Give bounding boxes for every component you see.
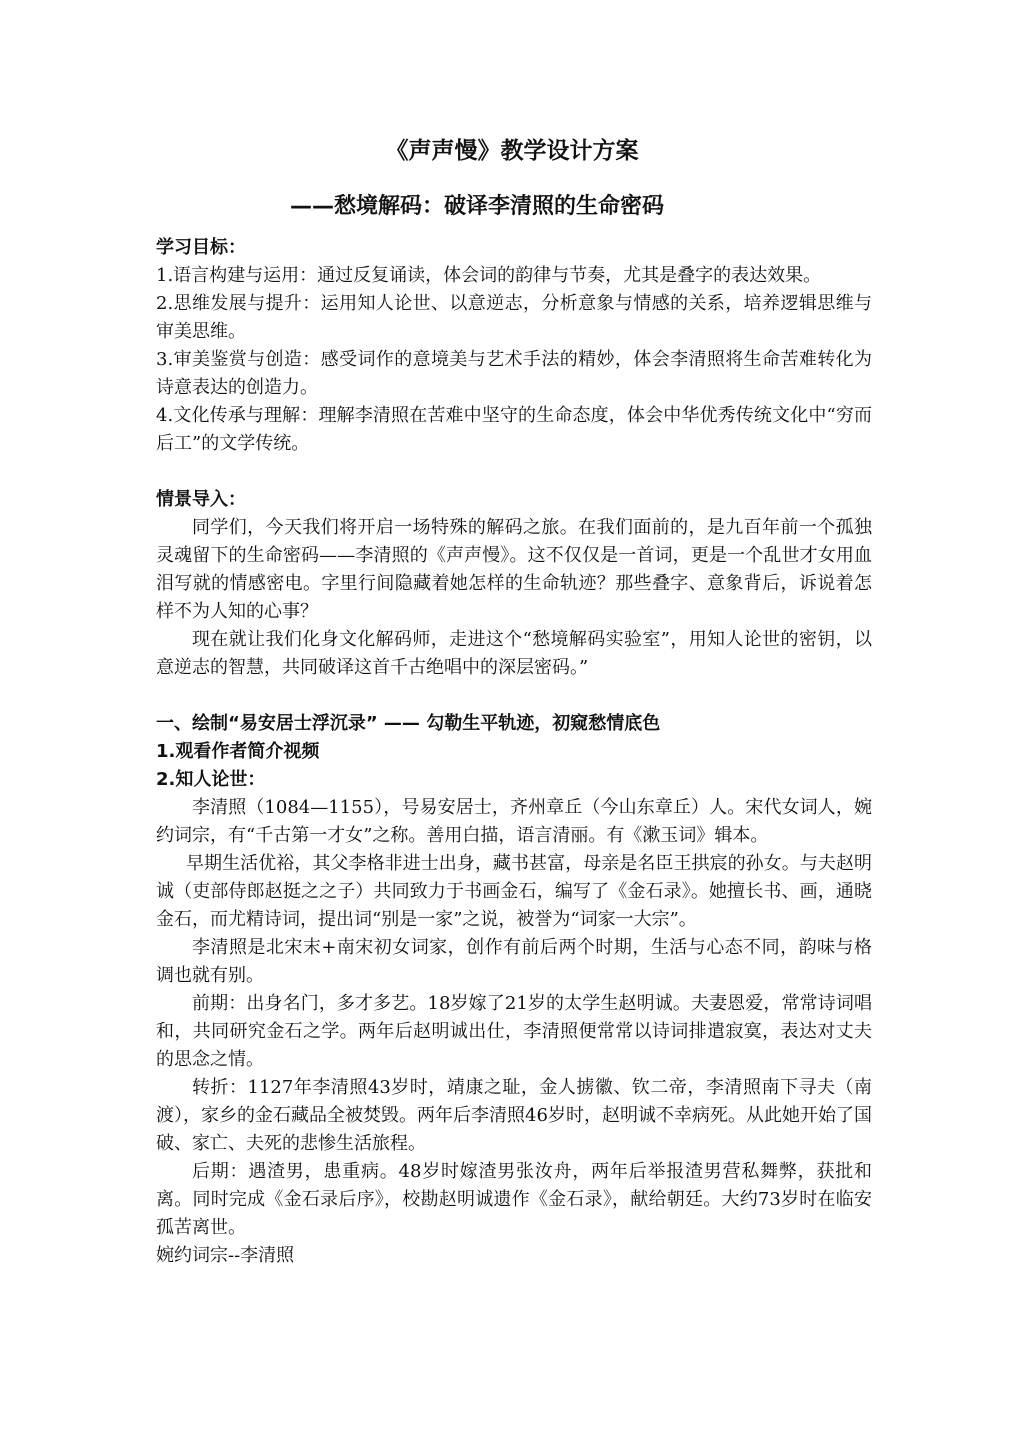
objective-item: 4.文化传承与理解：理解李清照在苦难中坚守的生命态度，体会中华优秀传统文化中“穷而后工”的文学传统。 — [156, 405, 872, 454]
closing-line: 婉约词宗--李清照 — [156, 1245, 295, 1266]
section1-heading: 一、绘制“易安居士浮沉录” —— 勾勒生平轨迹，初窥愁情底色 — [156, 713, 661, 734]
biography-paragraph: 转折：1127年李清照43岁时，靖康之耻，金人掳徽、钦二帝，李清照南下寻夫（南渡），家乡的金石藏品全被焚毁。两年后李清照46岁时，赵明诚不幸病死。从此她开始了国破、家亡、夫死的悲惨生活旅程。 — [156, 1077, 872, 1154]
biography-paragraph: 后期：遇渣男，患重病。48岁时嫁渣男张汝舟，两年后举报渣男营私舞弊，获批和离。同时完成《金石录后序》，校勘赵明诚遗作《金石录》，献给朝廷。大约73岁时在临安孤苦离世。 — [156, 1161, 872, 1238]
section1-sub2: 2.知人论世： — [156, 769, 266, 790]
document-body — [156, 234, 872, 1270]
page-subtitle: ——愁境解码：破译李清照的生命密码 — [290, 194, 665, 219]
biography-paragraph: 李清照（1084—1155），号易安居士，齐州章丘（今山东章丘）人。宋代女词人，婉约词宗，有“千古第一才女”之称。善用白描，语言清丽。有《漱玉词》辑本。 — [156, 797, 872, 846]
objectives-heading: 学习目标： — [156, 237, 246, 258]
page-title: 《声声慢》教学设计方案 — [385, 138, 639, 164]
objective-item: 2.思维发展与提升：运用知人论世、以意逆志，分析意象与情感的关系，培养逻辑思维与审美思维。 — [156, 293, 872, 342]
intro-paragraph: 现在就让我们化身文化解码师，走进这个“愁境解码实验室”，用知人论世的密钥，以意逆志的智慧，共同破译这首千古绝唱中的深层密码。” — [156, 629, 872, 678]
intro-paragraph: 同学们，今天我们将开启一场特殊的解码之旅。在我们面前的，是九百年前一个孤独灵魂留下的生命密码——李清照的《声声慢》。这不仅仅是一首词，更是一个乱世才女用血泪写就的情感密电。字里行间隐藏着她怎样的生命轨迹？那些叠字、意象背后，诉说着怎样不为人知的心事？ — [156, 517, 872, 622]
objective-item: 1.语言构建与运用：通过反复诵读，体会词的韵律与节奏，尤其是叠字的表达效果。 — [156, 265, 822, 286]
biography-paragraph: 李清照是北宋末+南宋初女词家，创作有前后两个时期，生活与心态不同，韵味与格调也就有别。 — [156, 937, 872, 986]
section1-sub1: 1.观看作者简介视频 — [156, 741, 320, 762]
intro-heading: 情景导入： — [156, 489, 246, 510]
spacer — [156, 682, 872, 710]
biography-paragraph: 早期生活优裕，其父李格非进士出身，藏书甚富，母亲是名臣王拱宸的孙女。与夫赵明诚（吏部侍郎赵挺之之子）共同致力于书画金石，编写了《金石录》。她擅长书、画，通晓金石，而尤精诗词，提出词“别是一家”之说，被誉为“词家一大宗”。 — [156, 853, 872, 930]
objective-item: 3.审美鉴赏与创造：感受词作的意境美与艺术手法的精妙，体会李清照将生命苦难转化为诗意表达的创造力。 — [156, 349, 872, 398]
biography-paragraph: 前期：出身名门，多才多艺。18岁嫁了21岁的太学生赵明诚。夫妻恩爱，常常诗词唱和，共同研究金石之学。两年后赵明诚出仕，李清照便常常以诗词排遣寂寞，表达对丈夫的思念之情。 — [156, 993, 872, 1070]
spacer — [156, 458, 872, 486]
